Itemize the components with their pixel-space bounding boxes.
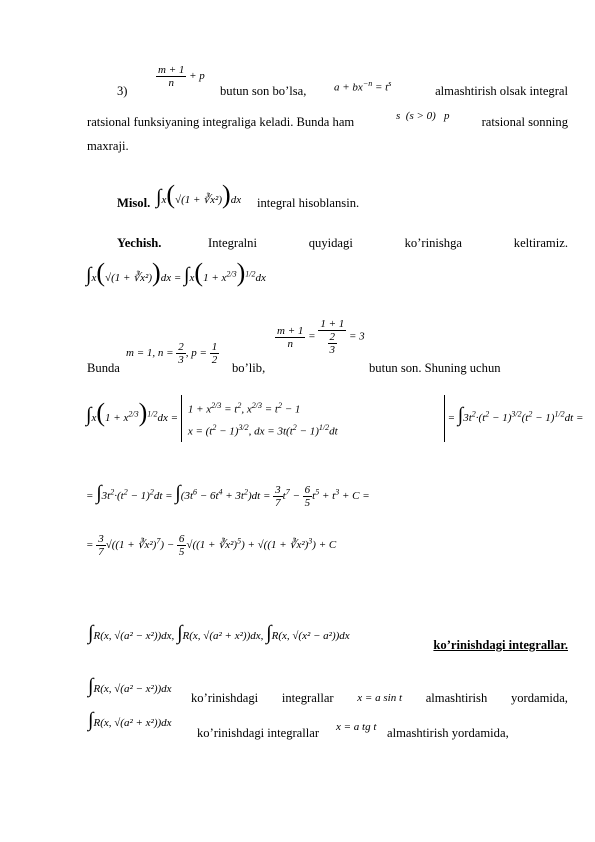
- word: almashtirish: [425, 691, 488, 705]
- formula-final-result: = $\frac{3}{7}$ √((1 + ∛x²)$^7$) − $\frac{6}{5}$ √((1 + ∛x²)$^5$) + √((1 + ∛x²)$^3$) + C: [86, 533, 337, 558]
- row-sin-substitution: [191, 691, 568, 706]
- formula-integer-check: $\frac{m + 1}{n}$ = $\frac{1 + 1}{\frac{2}{3}}$ = 3: [277, 318, 365, 356]
- solution-intro-line: [208, 236, 568, 251]
- section-title: ko’rinishdagi integrallar.: [433, 638, 568, 652]
- word: ko’rinishga: [404, 236, 462, 250]
- formula-integral-a2-plus-x2: ∫R(x, √(a² + x²))dx: [88, 709, 172, 731]
- formula-simplified-integral: = $\int 3t^2\cdot(t^2 - 1)^2dt = \int(3t^6 - 6t^4 + 3t^2)dt$ = $\frac{3}{7}$ $t^7$ − $\frac{6}{5}$ $t^5 + t^3 + C$ =: [86, 482, 370, 509]
- formula-three-integral-types: ∫R(x, √(a² − x²))dx, ∫R(x, √(a² + x²))dx, ∫R(x, √(x² − a²))dx: [88, 622, 350, 644]
- item-label: 3): [117, 84, 128, 98]
- formula-m-plus-1-over-n-plus-p: $\frac{m + 1}{n}$ + p: [158, 64, 205, 89]
- text-maxraji: maxraji.: [87, 139, 129, 153]
- text-bolib: bo’lib,: [232, 361, 266, 375]
- text-almashtirish-yordamida: almashtirish yordamida,: [387, 726, 509, 740]
- formula-s-positive: s (s > 0) p: [396, 110, 450, 122]
- text-integral-hisoblansin: integral hisoblansin.: [257, 196, 360, 210]
- word: yordamida,: [510, 691, 568, 705]
- text-butun-son: butun son bo’lsa,: [220, 84, 307, 98]
- text-bunda: Bunda: [87, 361, 120, 375]
- word: Integralni: [208, 236, 257, 250]
- solution-label: Yechish.: [117, 236, 162, 250]
- word: quyidagi: [308, 236, 353, 250]
- formula-substitution: $a + bx^{-n} = t^s$: [334, 79, 392, 94]
- text-korinishdagi: ko’rinishdagi integrallar: [197, 726, 320, 740]
- formula-substitution-block: $\int x(1 + x^{2/3})^{1/2}dx = 1 + x^{2/3} = t^2$, $x^{2/3} = t^2 - 1$ $x = (t^2 - 1)^{3/2}$, dx = $3t(t^2 - 1)^{1/2}dt = \int 3t^2\cdot(t^2 - 1)^{3/2}(t^2 - 1)^{1/2}dt$ =: [86, 395, 583, 442]
- word: keltiramiz.: [513, 236, 568, 250]
- text-ratsional-funksiya: ratsional funksiyaning integraliga keladi. Bunda ham: [87, 115, 355, 129]
- word: integrallar: [281, 691, 334, 705]
- text-butun-son-shuning: butun son. Shuning uchun: [369, 361, 501, 375]
- word: ko’rinishdagi: [191, 691, 259, 705]
- formula-x-asin-t: x = a sin t: [357, 692, 402, 704]
- example-label: Misol.: [117, 196, 151, 210]
- formula-example-integral: ∫x(√(1 + ∛x²))dx: [156, 180, 242, 209]
- formula-integral-a2-minus-x2: ∫R(x, √(a² − x²))dx: [88, 675, 172, 697]
- text-almashtirish: almashtirish olsak integral: [435, 84, 568, 98]
- formula-rewritten-integral: ∫x(√(1 + ∛x²))dx = $\int x(1 + x^{2/3})^{1/2}dx$: [86, 258, 266, 287]
- formula-x-atg-t: x = a tg t: [336, 721, 377, 733]
- text-ratsional-son: ratsional sonning: [481, 115, 568, 129]
- formula-parameters: m = 1, n = $\frac{2}{3}$ , p = $\frac{1}{2}$: [126, 341, 218, 366]
